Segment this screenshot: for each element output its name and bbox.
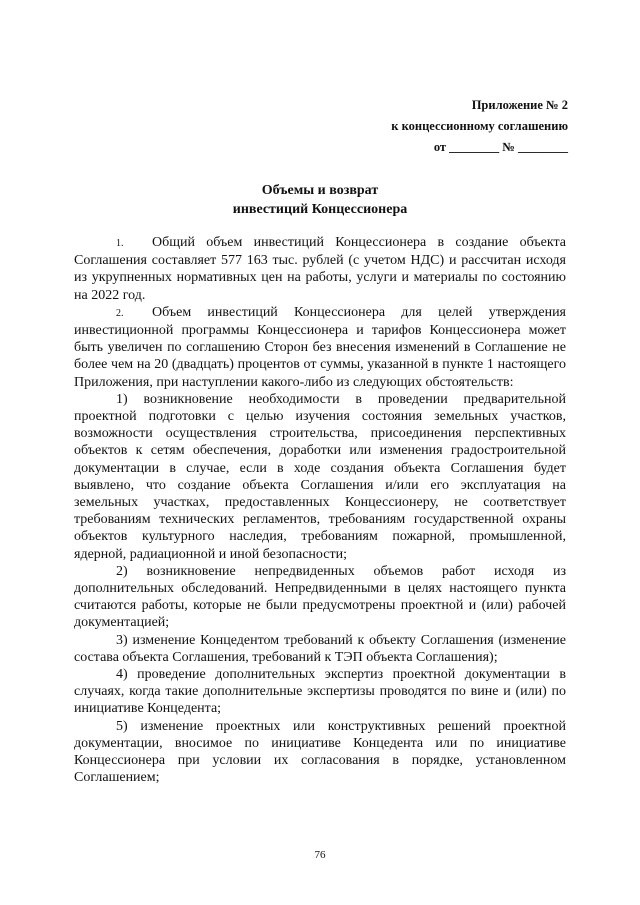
appendix-date-number: от ________ № ________ [433,140,568,154]
document-title [74,181,566,219]
subitem-paragraph: 2) возникновение непредвиденных объемов работ исходя из дополнительных обследований. Непредвиденными в целях настоящего пункта считаются работы, которые не были предусмотрены проектной и (или) рабочей документацией; [74,563,566,631]
document-body [74,234,566,787]
paragraph-text: Общий объем инвестиций Концессионера в создание объекта Соглашения составляет 577 163 тыс. рублей (с учетом НДС) и рассчитан исходя из укрупненных нормативных цен на работы, услуги и материалы по состоянию на 2022 год. [74,235,566,303]
subitem-paragraph: 3) изменение Концедентом требований к объекту Соглашения (изменение состава объекта Соглашения, требований к ТЭП объекта Соглашения); [74,632,566,665]
paragraph-number: 1. [116,238,124,249]
title-line-1: Объемы и возврат [261,183,379,198]
subitem-paragraph: 1) возникновение необходимости в проведении предварительной проектной подготовки с целью изучения состояния земельных участков, возможности осуществления строительства, присоединения перспективных объектов к сетям обеспечения, доработки или изменения градостроительной документации в случае, если в ходе создания объекта Соглашения будет выявлено, что создание объекта Соглашения и/или его эксплуатация на земельных участках, предоставленных Концессионеру, не соответствует требованиям технических регламентов, требованиям государственной охраны объектов культурного наследия, требованиям пожарной, промышленной, ядерной, радиационной и иной безопасности; [74,391,566,562]
appendix-number: Приложение № 2 [471,98,568,112]
title-line-2: инвестиций Концессионера [232,202,408,217]
paragraph-text: Объем инвестиций Концессионера для целей утверждения инвестиционной программы Концессионера и тарифов Концессионера может быть увеличен по соглашению Сторон без внесения изменений в Соглашение не более чем на 20 (двадцать) процентов от суммы, указанной в пункте 1 настоящего Приложения, при наступлении какого-либо из следующих обстоятельств: [74,304,566,390]
subitem-paragraph: 5) изменение проектных или конструктивных решений проектной документации, вносимое по инициативе Концедента или по инициативе Концессионера при условии их согласования в порядке, установленном Соглашением; [74,718,566,786]
paragraph-number: 2. [116,307,124,319]
page-number: 76 [314,849,326,861]
appendix-header [391,95,568,158]
appendix-reference: к концессионному соглашению [391,119,568,133]
numbered-paragraph [74,234,566,304]
numbered-paragraph [74,304,566,391]
subitem-paragraph: 4) проведение дополнительных экспертиз проектной документации в случаях, когда такие дополнительные экспертизы проводятся по вине и (или) по инициативе Концедента; [74,667,566,717]
